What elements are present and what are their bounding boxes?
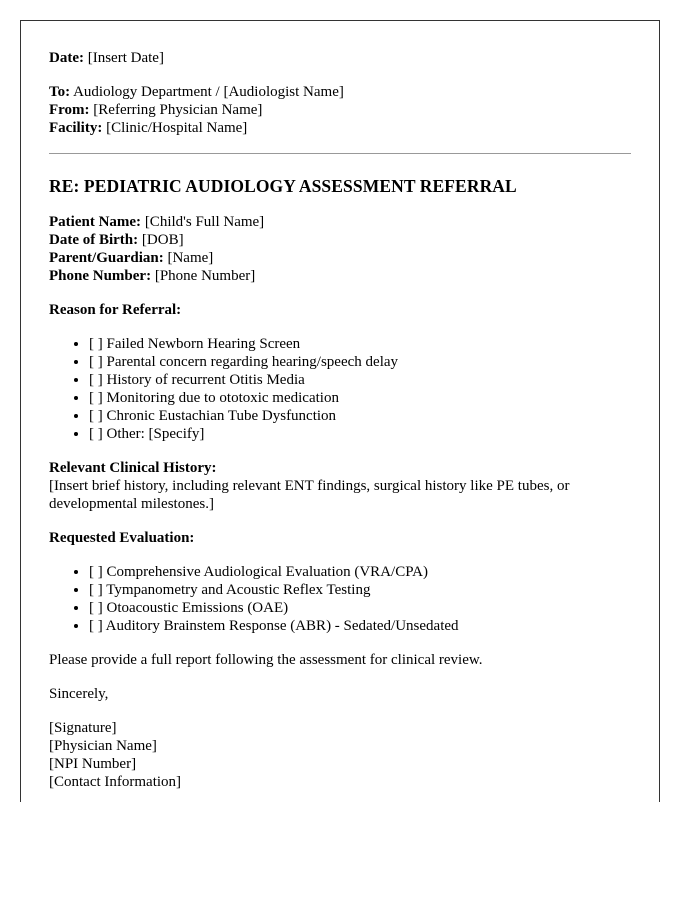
guardian-label: Parent/Guardian: <box>49 250 164 266</box>
patient-name-label: Patient Name: <box>49 214 142 230</box>
to-value: Audiology Department / [Audiologist Name] <box>73 84 344 100</box>
routing-block <box>49 83 631 137</box>
contact-line: [Contact Information] <box>49 774 182 790</box>
history-block <box>49 459 631 513</box>
subject-heading: RE: PEDIATRIC AUDIOLOGY ASSESSMENT REFERRAL <box>49 176 517 196</box>
phone-value: [Phone Number] <box>154 268 256 284</box>
list-item: • [ ] Monitoring due to ototoxic medication <box>89 389 631 407</box>
dob-line <box>49 231 631 249</box>
request-text: Please provide a full report following the assessment for clinical review. <box>49 652 483 668</box>
salutation-text: Sincerely, <box>49 686 109 702</box>
list-item: • [ ] Chronic Eustachian Tube Dysfunction <box>89 407 631 425</box>
evaluation-list <box>49 563 631 635</box>
guardian-line <box>49 249 631 267</box>
list-item: • [ ] Auditory Brainstem Response (ABR) - Sedated/Unsedated <box>89 617 631 635</box>
date-line <box>49 49 631 67</box>
facility-value: [Clinic/Hospital Name] <box>106 120 248 136</box>
list-item: • [ ] Other: [Specify] <box>89 425 631 443</box>
list-item: • [ ] Tympanometry and Acoustic Reflex Testing <box>89 581 631 599</box>
patient-name-line <box>49 213 631 231</box>
patient-name-value: [Child's Full Name] <box>144 214 265 230</box>
phone-label: Phone Number: <box>49 268 152 284</box>
physician-name-line: [Physician Name] <box>49 738 157 754</box>
reason-list <box>49 335 631 443</box>
referral-letter <box>20 20 660 802</box>
facility-label: Facility: <box>49 120 103 136</box>
signature-line: [Signature] <box>49 720 117 736</box>
signature-block <box>49 719 631 791</box>
npi-line: [NPI Number] <box>49 756 137 772</box>
to-label: To: <box>49 84 71 100</box>
date-value: [Insert Date] <box>87 50 164 66</box>
list-item: • [ ] Otoacoustic Emissions (OAE) <box>89 599 631 617</box>
evaluation-title: Requested Evaluation: <box>49 530 195 546</box>
history-title: Relevant Clinical History: <box>49 460 217 476</box>
history-text: [Insert brief history, including relevant ENT findings, surgical history like PE tubes, or developmental milestones.] <box>49 478 570 512</box>
to-line <box>49 83 631 101</box>
date-label: Date: <box>49 50 84 66</box>
salutation-line <box>49 685 631 703</box>
facility-line <box>49 119 631 137</box>
list-item: • [ ] Parental concern regarding hearing/speech delay <box>89 353 631 371</box>
patient-block <box>49 213 631 285</box>
list-item: • [ ] History of recurrent Otitis Media <box>89 371 631 389</box>
header-divider <box>49 153 631 154</box>
from-label: From: <box>49 102 90 118</box>
list-item: • [ ] Failed Newborn Hearing Screen <box>89 335 631 353</box>
dob-value: [DOB] <box>141 232 184 248</box>
request-line <box>49 651 631 669</box>
from-value: [Referring Physician Name] <box>93 102 263 118</box>
reason-title: Reason for Referral: <box>49 302 182 318</box>
list-item: • [ ] Comprehensive Audiological Evaluation (VRA/CPA) <box>89 563 631 581</box>
phone-line <box>49 267 631 285</box>
guardian-value: [Name] <box>167 250 214 266</box>
dob-label: Date of Birth: <box>49 232 139 248</box>
from-line <box>49 101 631 119</box>
